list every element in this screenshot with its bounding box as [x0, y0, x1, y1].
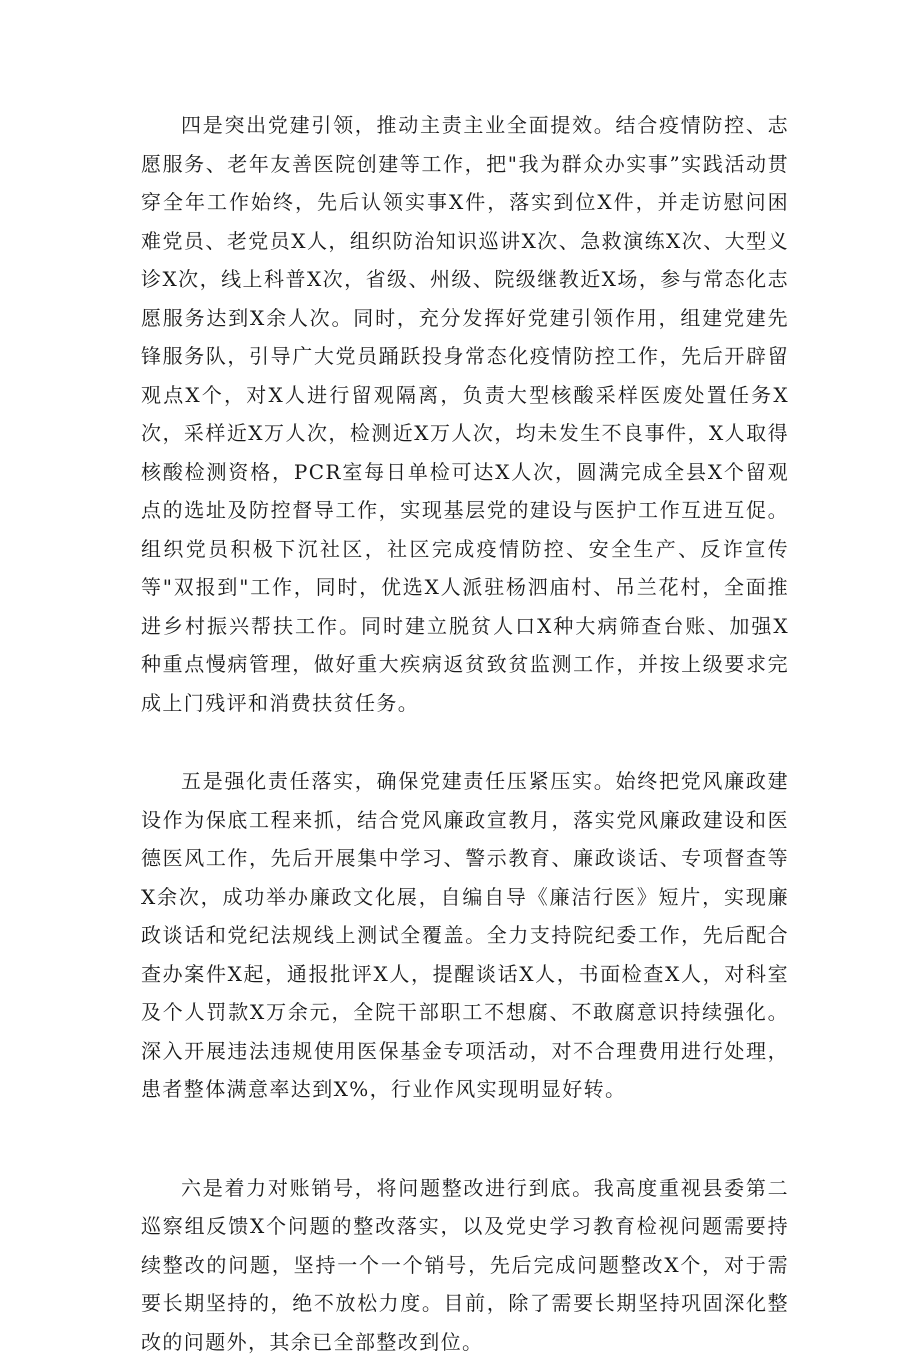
paragraph-six-rectification: 六是着力对账销号，将问题整改进行到底。我高度重视县委第二巡察组反馈X个问题的整改落实，以及党史学习教育检视问题需要持续整改的问题，坚持一个一个销号，先后完成问题整改X个，对于需要长期坚持的，绝不放松力度。目前，除了需要长期坚持巩固深化整改的问题外，其余已全部整改到位。 [141, 1169, 789, 1361]
paragraph-five-responsibility: 五是强化责任落实，确保党建责任压紧压实。始终把党风廉政建设作为保底工程来抓，结合党风廉政宣教月，落实党风廉政建设和医德医风工作，先后开展集中学习、警示教育、廉政谈话、专项督查等X余次，成功举办廉政文化展，自编自导《廉洁行医》短片，实现廉政谈话和党纪法规线上测试全覆盖。全力支持院纪委工作，先后配合查办案件X起，通报批评X人，提醒谈话X人，书面检查X人，对科室及个人罚款X万余元，全院干部职工不想腐、不敢腐意识持续强化。深入开展违法违规使用医保基金专项活动，对不合理费用进行处理，患者整体满意率达到X%，行业作风实现明显好转。 [141, 762, 789, 1109]
document-body [141, 106, 789, 1361]
paragraph-four-party-building-lead: 四是突出党建引领，推动主责主业全面提效。结合疫情防控、志愿服务、老年友善医院创建等工作，把"我为群众办实事”实践活动贯穿全年工作始终，先后认领实事X件，落实到位X件，并走访慰问困难党员、老党员X人，组织防治知识巡讲X次、急救演练X次、大型义诊X次，线上科普X次，省级、州级、院级继教近X场，参与常态化志愿服务达到X余人次。同时，充分发挥好党建引领作用，组建党建先锋服务队，引导广大党员踊跃投身常态化疫情防控工作，先后开辟留观点X个，对X人进行留观隔离，负责大型核酸采样医废处置任务X次，采样近X万人次，检测近X万人次，均未发生不良事件，X人取得核酸检测资格，PCR室每日单检可达X人次，圆满完成全县X个留观点的选址及防控督导工作，实现基层党的建设与医护工作互进互促。组织党员积极下沉社区，社区完成疫情防控、安全生产、反诈宣传等"双报到"工作，同时，优选X人派驻杨泗庙村、吊兰花村，全面推进乡村振兴帮扶工作。同时建立脱贫人口X种大病筛查台账、加强X种重点慢病管理，做好重大疾病返贫致贫监测工作，并按上级要求完成上门残评和消费扶贫任务。 [141, 106, 789, 722]
